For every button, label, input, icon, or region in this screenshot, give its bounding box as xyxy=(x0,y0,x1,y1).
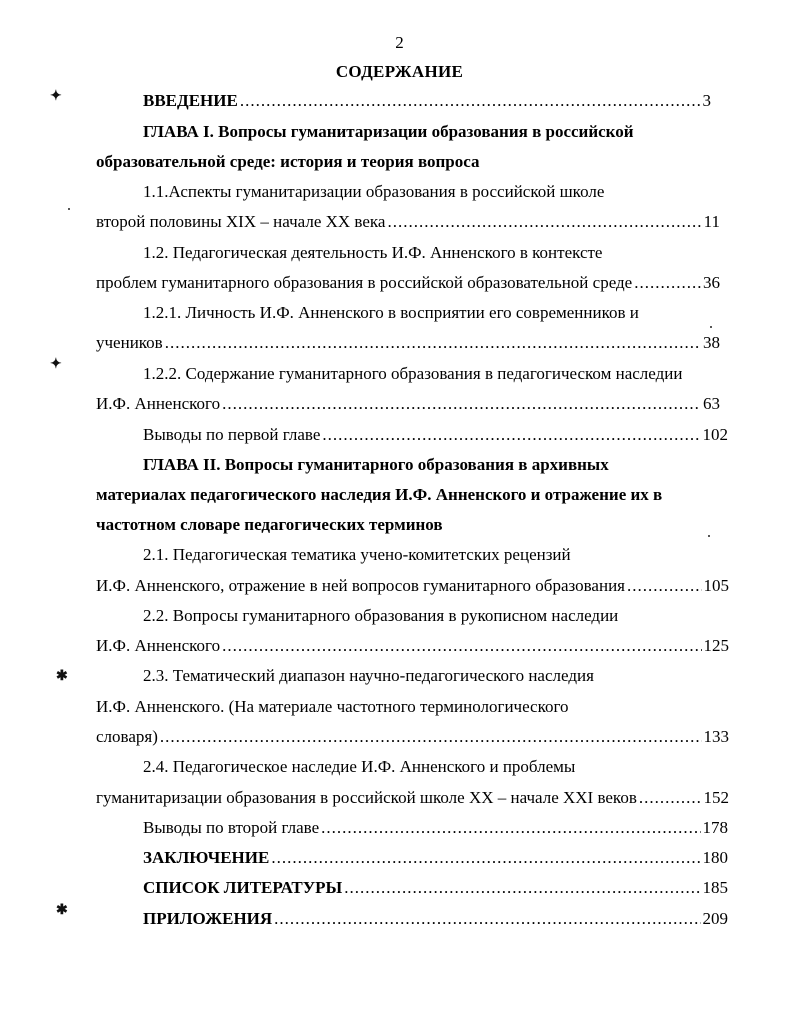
dot-leader xyxy=(240,91,701,111)
scan-mark: ✦ xyxy=(50,357,62,372)
toc-entry-2-2-line-1[interactable]: 2.2. Вопросы гуманитарного образования в рукописном наследии xyxy=(143,606,619,625)
scan-speck xyxy=(708,535,710,537)
toc-entry-appendix[interactable] xyxy=(143,909,728,929)
toc-entry-1-2-line-1[interactable]: 1.2. Педагогическая деятельность И.Ф. Анненского в контексте xyxy=(143,243,603,262)
dot-leader xyxy=(634,273,701,293)
dot-leader xyxy=(322,425,700,445)
toc-entry-1-2-1[interactable] xyxy=(96,333,720,353)
chapter-2-heading-line-1[interactable]: ГЛАВА II. Вопросы гуманитарного образования в архивных xyxy=(143,455,609,474)
toc-entry-label: гуманитаризации образования в российской школе XX – начале XXI веков xyxy=(96,788,637,807)
toc-entry-2-4[interactable] xyxy=(96,788,729,808)
toc-entry-conclusion[interactable] xyxy=(143,848,728,868)
toc-entry-conclusions-ch1[interactable] xyxy=(143,425,728,445)
toc-entry-1-2-2-line-1[interactable]: 1.2.2. Содержание гуманитарного образования в педагогическом наследии xyxy=(143,364,683,383)
toc-entry-label: ВВЕДЕНИЕ xyxy=(143,91,238,110)
toc-entry-conclusions-ch2[interactable] xyxy=(143,818,728,838)
toc-entry-label: И.Ф. Анненского xyxy=(96,394,221,413)
toc-entry-label: второй половины XIX – начале XX века xyxy=(96,212,386,231)
toc-entry-page: 209 xyxy=(702,909,728,928)
dot-leader xyxy=(222,394,701,414)
dot-leader xyxy=(271,848,700,868)
dot-leader xyxy=(274,909,700,929)
scan-mark: ✱ xyxy=(56,669,68,684)
toc-entry-2-3-line-2[interactable]: И.Ф. Анненского. (На материале частотного терминологического xyxy=(96,697,569,716)
scan-mark: ✱ xyxy=(56,903,68,918)
dot-leader xyxy=(222,636,701,656)
toc-entry-2-2[interactable] xyxy=(96,636,729,656)
scan-mark: ✦ xyxy=(50,89,62,104)
toc-entry-page: 36 xyxy=(703,273,720,292)
toc-entry-2-3[interactable] xyxy=(96,727,729,747)
toc-entry-page: 11 xyxy=(703,212,720,231)
dot-leader xyxy=(165,333,701,353)
toc-entry-label: ЗАКЛЮЧЕНИЕ xyxy=(143,848,270,867)
toc-entry-page: 180 xyxy=(702,848,728,867)
chapter-1-heading-line-2[interactable]: образовательной среде: история и теория вопроса xyxy=(96,152,480,171)
toc-entry-page: 178 xyxy=(702,818,728,837)
page-title: СОДЕРЖАНИЕ xyxy=(335,62,464,81)
toc-entry-label: ПРИЛОЖЕНИЯ xyxy=(143,909,273,928)
dot-leader xyxy=(344,878,700,898)
toc-entry-label: СПИСОК ЛИТЕРАТУРЫ xyxy=(143,878,343,897)
toc-entry-label: Выводы по второй главе xyxy=(143,818,320,837)
dot-leader xyxy=(627,576,702,596)
toc-entry-page: 38 xyxy=(703,333,720,352)
toc-entry-1-2[interactable] xyxy=(96,273,720,293)
chapter-1-heading-line-1[interactable]: ГЛАВА I. Вопросы гуманитаризации образования в российской xyxy=(143,122,634,141)
toc-entry-2-4-line-1[interactable]: 2.4. Педагогическое наследие И.Ф. Анненского и проблемы xyxy=(143,757,576,776)
toc-entry-1-1[interactable] xyxy=(96,212,720,232)
toc-entry-page: 3 xyxy=(702,91,711,110)
toc-entry-page: 133 xyxy=(703,727,729,746)
dot-leader xyxy=(160,727,702,747)
dot-leader xyxy=(321,818,700,838)
toc-entry-2-1[interactable] xyxy=(96,576,729,596)
toc-entry-page: 152 xyxy=(703,788,729,807)
scan-speck xyxy=(68,208,70,210)
toc-entry-page: 105 xyxy=(703,576,729,595)
toc-entry-page: 102 xyxy=(702,425,728,444)
toc-entry-bibliography[interactable] xyxy=(143,878,728,898)
toc-entry-2-3-line-1[interactable]: 2.3. Тематический диапазон научно-педагогического наследия xyxy=(143,666,594,685)
toc-entry-page: 63 xyxy=(703,394,720,413)
page-number: 2 xyxy=(395,33,404,52)
toc-entry-intro[interactable] xyxy=(143,91,711,111)
toc-entry-label: Выводы по первой главе xyxy=(143,425,321,444)
toc-entry-label: И.Ф. Анненского, отражение в ней вопросов гуманитарного образования xyxy=(96,576,625,595)
dot-leader xyxy=(639,788,702,808)
toc-entry-1-2-1-line-1[interactable]: 1.2.1. Личность И.Ф. Анненского в восприятии его современников и xyxy=(143,303,639,322)
toc-entry-page: 185 xyxy=(702,878,728,897)
chapter-2-heading-line-3[interactable]: частотном словаре педагогических терминов xyxy=(96,515,443,534)
toc-entry-1-2-2[interactable] xyxy=(96,394,720,414)
toc-entry-2-1-line-1[interactable]: 2.1. Педагогическая тематика учено-комитетских рецензий xyxy=(143,545,571,564)
toc-entry-1-1-line-1[interactable]: 1.1.Аспекты гуманитаризации образования в российской школе xyxy=(143,182,605,201)
toc-entry-page: 125 xyxy=(703,636,729,655)
toc-entry-label: словаря) xyxy=(96,727,158,746)
dot-leader xyxy=(387,212,701,232)
scan-speck xyxy=(710,326,712,328)
chapter-2-heading-line-2[interactable]: материалах педагогического наследия И.Ф. Анненского и отражение их в xyxy=(96,485,663,504)
toc-entry-label: И.Ф. Анненского xyxy=(96,636,221,655)
toc-entry-label: учеников xyxy=(96,333,163,352)
toc-entry-label: проблем гуманитарного образования в российской образовательной среде xyxy=(96,273,633,292)
